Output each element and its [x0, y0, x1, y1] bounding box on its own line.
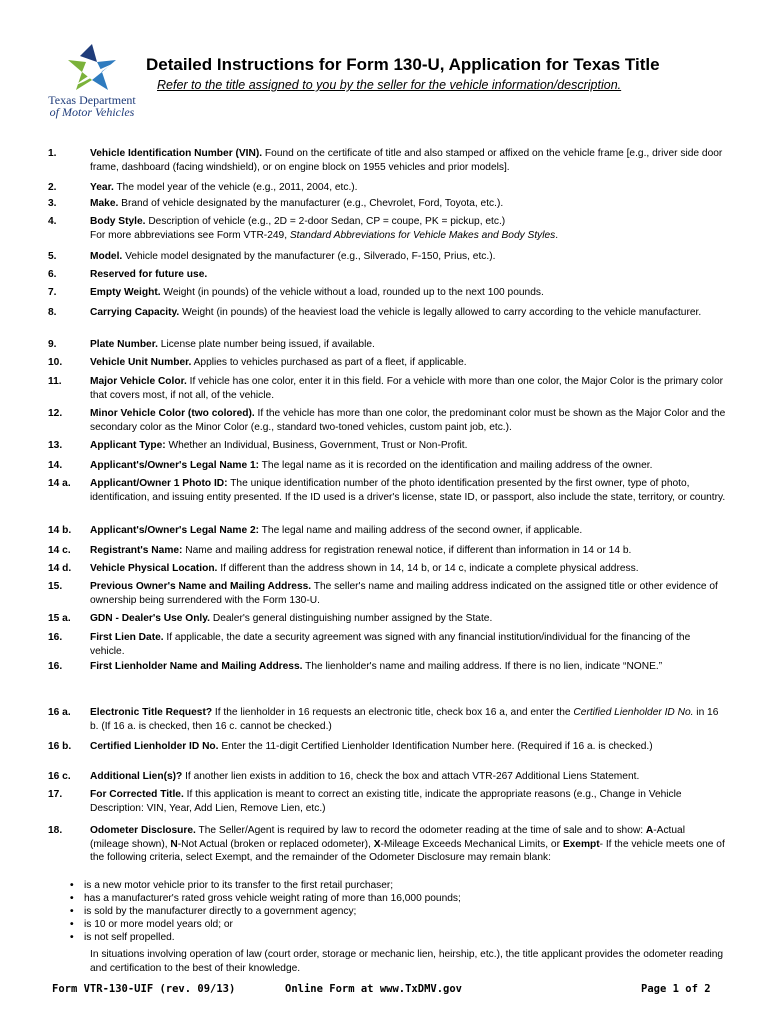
item-number: 15 a.	[48, 613, 71, 624]
item-text	[90, 268, 726, 282]
item-text: Applicant's/Owner's Legal Name 2: The legal name and mailing address of the second owner, if applicable.	[90, 525, 583, 536]
item-number: 14.	[48, 460, 63, 471]
criteria-text: has a manufacturer's rated gross vehicle weight rating of more than 16,000 pounds;	[84, 893, 461, 904]
item-text: Empty Weight. Weight (in pounds) of the vehicle without a load, rounded up to the next 100 pounds.	[90, 287, 544, 298]
item-label: Certified Lienholder ID No.	[90, 741, 219, 752]
bullet-icon: •	[70, 880, 74, 891]
page-subtitle: Refer to the title assigned to you by the seller for the vehicle information/description.	[157, 78, 622, 92]
item-number: 16 c.	[48, 771, 71, 782]
item-text: Make. Brand of vehicle designated by the manufacturer (e.g., Chevrolet, Ford, Toyota, etc.).	[90, 198, 504, 209]
page-number: Page 1 of 2	[641, 983, 711, 995]
item-number: 18.	[48, 825, 63, 836]
item-text: Vehicle Physical Location. If different than the address shown in 14, 14 b, or 14 c, indicate a complete physical address.	[90, 563, 639, 574]
item-label: Body Style.	[90, 216, 146, 227]
item-text: Major Vehicle Color. If vehicle has one color, enter it in this field. For a vehicle with more than one color, the Major Color is the primary color that covers most, if not all, of the vehicle.	[90, 376, 724, 401]
item-label: Plate Number.	[90, 339, 158, 350]
item-text: Applicant/Owner 1 Photo ID: The unique identification number of the photo identification presented by the first owner, type of photo, identification, and issuing entity presented. If the ID used is a driver's license, state ID, or passport, also include the state, territory, or country.	[90, 478, 726, 503]
item-text: Body Style. Description of vehicle (e.g., 2D = 2-door Sedan, CP = coupe, PK = pickup, etc.) For more abbreviations see Form VTR-249, Standard Abbreviations for Vehicle Makes and Body Styles.	[90, 216, 559, 241]
item-number: 8.	[48, 307, 57, 318]
item-text: Model. Vehicle model designated by the manufacturer (e.g., Silverado, F-150, Prius, etc.).	[90, 251, 496, 262]
item-text: Vehicle Unit Number. Applies to vehicles purchased as part of a fleet, if applicable.	[90, 357, 467, 368]
bullet-icon: •	[70, 893, 74, 904]
item-label: Applicant's/Owner's Legal Name 2:	[90, 525, 260, 536]
item-label: Vehicle Physical Location.	[90, 563, 218, 574]
org-name-line1: Texas Department	[48, 93, 136, 107]
item-text: Vehicle Identification Number (VIN). Found on the certificate of title and also stamped or affixed on the vehicle frame [e.g., driver side door frame, dashboard (facing windshield), or on engine block on 1955 vehicles and prior models].	[90, 148, 723, 173]
item-text: Applicant's/Owner's Legal Name 1: The legal name as it is recorded on the identification and mailing address of the owner.	[90, 460, 653, 471]
item-number: 10.	[48, 357, 63, 368]
item-label: Electronic Title Request?	[90, 707, 213, 718]
item-label: Make.	[90, 198, 119, 209]
item-number: 4.	[48, 216, 57, 227]
item-label: Carrying Capacity.	[90, 307, 180, 318]
form-number: Form VTR-130-UIF (rev. 09/13)	[52, 983, 236, 995]
item-text: Applicant Type: Whether an Individual, Business, Government, Trust or Non-Profit.	[90, 440, 468, 451]
item-label: Reserved for future use.	[90, 269, 208, 280]
item-label: Year.	[90, 182, 114, 193]
item-text: Additional Lien(s)? If another lien exists in addition to 16, check the box and attach VTR-267 Additional Liens Statement.	[90, 771, 640, 782]
item-label: Registrant's Name:	[90, 545, 183, 556]
item-label: For Corrected Title.	[90, 789, 184, 800]
item-text: Previous Owner's Name and Mailing Address. The seller's name and mailing address indicated on the assigned title or other evidence of ownership being surrendered with the Form 130-U.	[90, 581, 718, 606]
bullet-icon: •	[70, 919, 74, 930]
item-text: Plate Number. License plate number being issued, if available.	[90, 339, 375, 350]
item-number: 16.	[48, 661, 63, 672]
bullet-icon: •	[70, 932, 74, 943]
item-number: 7.	[48, 287, 57, 298]
item-label: First Lien Date.	[90, 632, 164, 643]
item-label: GDN - Dealer's Use Only.	[90, 613, 210, 624]
item-text: For Corrected Title. If this application is meant to correct an existing title, indicate the appropriate reasons (e.g., Change in Vehicle Description: VIN, Year, Add Lien, Remove Lien, etc.)	[90, 789, 682, 814]
item-text: First Lienholder Name and Mailing Address. The lienholder's name and mailing address. If there is no lien, indicate “NONE.”	[90, 661, 663, 672]
page-title: Detailed Instructions for Form 130-U, Application for Texas Title	[146, 55, 660, 74]
online-form-url: Online Form at www.TxDMV.gov	[285, 983, 463, 995]
item-label: Applicant Type:	[90, 440, 166, 451]
item-label: Major Vehicle Color.	[90, 376, 187, 387]
item-text: Carrying Capacity. Weight (in pounds) of the heaviest load the vehicle is legally allowed to carry according to the vehicle manufacturer.	[90, 307, 702, 318]
star-logo-icon	[64, 42, 120, 94]
criteria-text: is 10 or more model years old; or	[84, 919, 233, 930]
item-label: Minor Vehicle Color (two colored).	[90, 408, 255, 419]
item-text: Registrant's Name: Name and mailing address for registration renewal notice, if different than information in 14 or 14 b.	[90, 545, 632, 556]
txdmv-logo	[42, 42, 142, 120]
item-number: 16 a.	[48, 707, 71, 718]
item-text: Electronic Title Request? If the lienholder in 16 requests an electronic title, check box 16 a, and enter the Certified Lienholder ID No. in 16 b. (If 16 a. is checked, then 16 c. cannot be checked.)	[90, 707, 719, 732]
item-number: 14 a.	[48, 478, 71, 489]
item-number: 3.	[48, 198, 57, 209]
item-label: Model.	[90, 251, 123, 262]
item-number: 1.	[48, 148, 57, 159]
bullet-icon: •	[70, 906, 74, 917]
item-label: First Lienholder Name and Mailing Address.	[90, 661, 303, 672]
item-label: Vehicle Identification Number (VIN).	[90, 148, 263, 159]
item-label: Additional Lien(s)?	[90, 771, 183, 782]
item-number: 12.	[48, 408, 63, 419]
item-text: First Lien Date. If applicable, the date a security agreement was signed with any financial institution/individual for the financing of the vehicle.	[90, 632, 691, 657]
closing-text: In situations involving operation of law (court order, storage or mechanic lien, heirship, etc.), the title applicant provides the odometer reading and certification to the best of their knowledge.	[90, 949, 724, 974]
item-text: Certified Lienholder ID No. Enter the 11-digit Certified Lienholder Identification Number here. (Required if 16 a. is checked.)	[90, 741, 653, 752]
item-number: 16 b.	[48, 741, 72, 752]
item-text: Odometer Disclosure. The Seller/Agent is required by law to record the odometer reading at the time of sale and to show: A-Actual (mileage shown), N-Not Actual (broken or replaced odometer), X-Mileage Exceeds Mechanical Limits, or Exempt- If the vehicle meets one of the following criteria, select Exempt, and the remainder of the Odometer Disclosure may remain blank:	[90, 825, 725, 864]
item-label: Previous Owner's Name and Mailing Address.	[90, 581, 312, 592]
item-number: 6.	[48, 269, 57, 280]
item-number: 17.	[48, 789, 63, 800]
item-number: 2.	[48, 182, 57, 193]
item-number: 5.	[48, 251, 57, 262]
item-label: Empty Weight.	[90, 287, 161, 298]
item-number: 16.	[48, 632, 63, 643]
item-text: GDN - Dealer's Use Only. Dealer's general distinguishing number assigned by the State.	[90, 613, 493, 624]
criteria-text: is sold by the manufacturer directly to a government agency;	[84, 906, 357, 917]
item-text: Minor Vehicle Color (two colored). If the vehicle has more than one color, the predominant color must be shown as the Major Color and the secondary color as the Minor Color (e.g., standard two-toned vehicles, custom paint job, etc.).	[90, 408, 726, 433]
item-number: 15.	[48, 581, 63, 592]
criteria-text: is a new motor vehicle prior to its transfer to the first retail purchaser;	[84, 880, 394, 891]
item-number: 14 d.	[48, 563, 72, 574]
item-label: Odometer Disclosure.	[90, 825, 196, 836]
item-number: 11.	[48, 376, 62, 387]
org-name-line2: of Motor Vehicles	[49, 105, 135, 119]
item-number: 9.	[48, 339, 57, 350]
item-number: 14 c.	[48, 545, 71, 556]
item-label: Applicant's/Owner's Legal Name 1:	[90, 460, 260, 471]
item-text: Year. The model year of the vehicle (e.g., 2011, 2004, etc.).	[90, 182, 358, 193]
criteria-text: is not self propelled.	[84, 932, 175, 943]
item-label: Vehicle Unit Number.	[90, 357, 192, 368]
item-label: Applicant/Owner 1 Photo ID:	[90, 478, 228, 489]
item-number: 14 b.	[48, 525, 72, 536]
item-number: 13.	[48, 440, 63, 451]
